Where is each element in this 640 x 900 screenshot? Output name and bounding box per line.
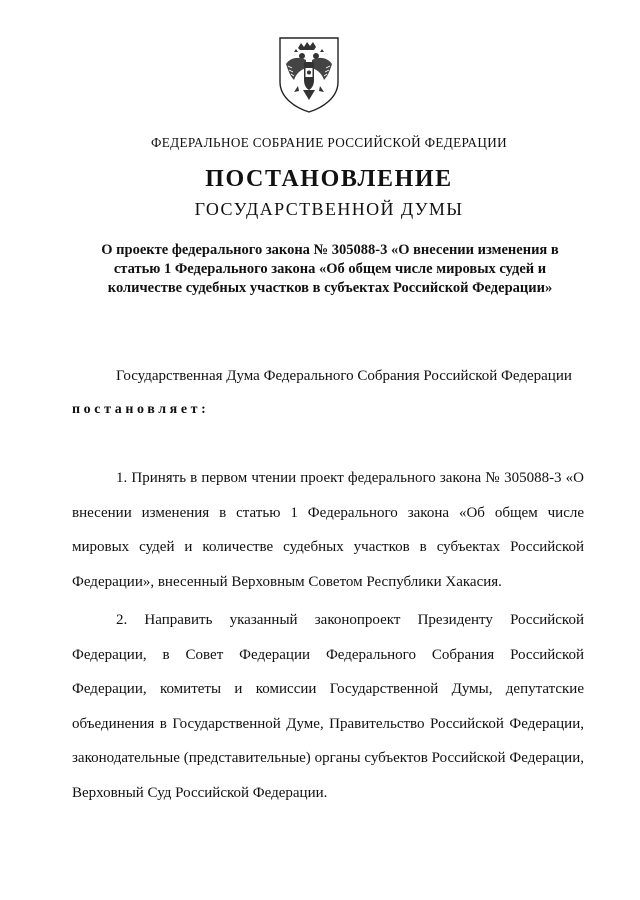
organization-title: ФЕДЕРАЛЬНОЕ СОБРАНИЕ РОССИЙСКОЙ ФЕДЕРАЦИИ xyxy=(150,135,508,150)
intro-paragraph: Государственная Дума Федерального Собрания Российской Федерации xyxy=(116,368,572,384)
document-type: ПОСТАНОВЛЕНИЕ xyxy=(205,166,453,192)
subject-line: статью 1 Федерального закона «Об общем числе мировых судей и xyxy=(113,261,547,277)
document-issuer: ГОСУДАРСТВЕННОЙ ДУМЫ xyxy=(194,199,464,219)
subject-line: О проекте федерального закона № 305088-3 «О внесении изменения в xyxy=(101,242,559,258)
resolves-word: постановляет: xyxy=(72,402,210,417)
subject-line: количестве судебных участков в субъектах Российской Федерации» xyxy=(107,280,553,296)
document-subject xyxy=(72,241,588,298)
paragraph-1: 1. Принять в первом чтении проект федерального закона № 305088-3 «О внесении изменения в статью 1 Федерального закона «Об общем числе мировых судей и количестве судебных участков в субъектах Российской Федерации», внесенный Верховным Советом Республики Хакасия. xyxy=(72,470,584,590)
paragraph-2: 2. Направить указанный законопроект Президенту Российской Федерации, в Совет Федерации Федерального Собрания Российской Федерации, комитеты и комиссии Государственной Думы, депутатские объединения в Государственной Думе, Правительство Российской Федерации, законодательные (представительные) органы субъектов Российской Федерации, Верховный Суд Российской Федерации. xyxy=(72,612,584,801)
russian-coat-of-arms-icon xyxy=(276,34,342,114)
